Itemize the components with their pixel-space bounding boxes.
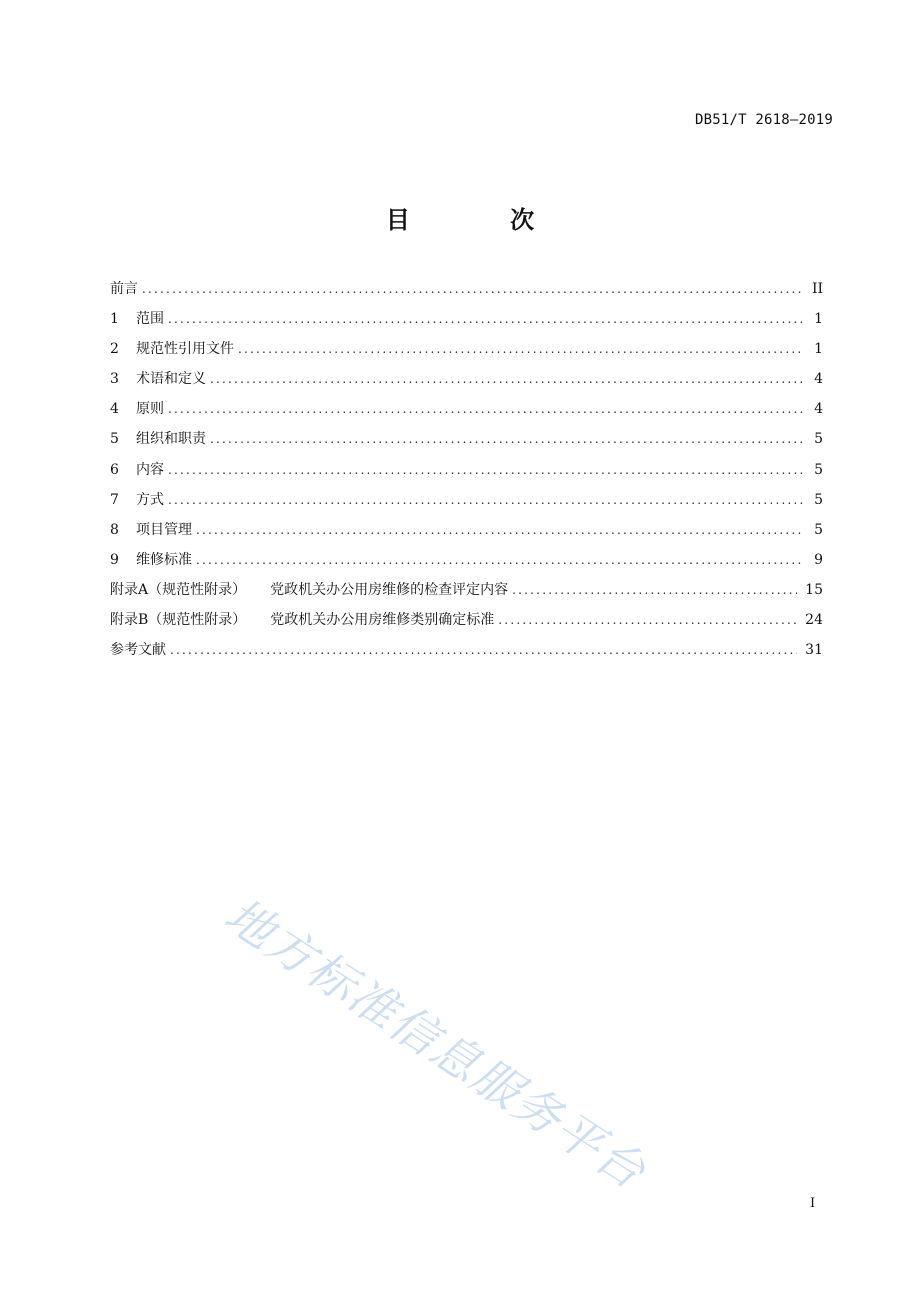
document-code: DB51/T 2618—2019: [694, 112, 833, 128]
toc-entry-number: 4: [110, 401, 119, 418]
toc-entry-label: 附录B（规范性附录）: [110, 612, 247, 629]
toc-leader-dots: [168, 398, 803, 420]
toc-leader-dots: [196, 519, 803, 541]
toc-entry-6[interactable]: [110, 459, 823, 489]
toc-entry-page: 31: [805, 642, 823, 659]
toc-entry-1[interactable]: [110, 308, 823, 338]
toc-entry-page: II: [811, 281, 823, 297]
toc-entry-7[interactable]: [110, 489, 823, 519]
toc-entry-page: 1: [814, 341, 823, 358]
toc-entry-annex-b[interactable]: [110, 609, 823, 639]
toc-entry-8[interactable]: [110, 519, 823, 549]
toc-leader-dots: [142, 278, 803, 300]
toc-leader-dots: [210, 368, 803, 390]
toc-entry-label: 方式: [136, 491, 164, 508]
toc-entry-number: 8: [110, 521, 119, 538]
toc-leader-dots: [168, 459, 803, 481]
toc-entry-page: 15: [805, 581, 823, 598]
toc-entry-2[interactable]: [110, 338, 823, 368]
toc-entry-page: 9: [814, 551, 823, 568]
toc-entry-number: 1: [110, 311, 119, 328]
toc-entry-label: 术语和定义: [136, 371, 206, 388]
toc-entry-page: 1: [814, 311, 823, 328]
watermark-text: 地方标准信息服务平台: [214, 887, 656, 1201]
toc-entry-page: 24: [805, 612, 823, 629]
toc-entry-page: 5: [814, 491, 823, 508]
toc-entry-number: 7: [110, 491, 119, 508]
toc-entry-subtitle: 党政机关办公用房维修的检查评定内容: [270, 581, 509, 598]
toc-entry-number: 6: [110, 461, 119, 478]
toc-entry-page: 4: [814, 401, 823, 418]
toc-entry-label: 前言: [110, 281, 138, 297]
toc-entry-subtitle: 党政机关办公用房维修类别确定标准: [270, 612, 495, 629]
toc-entry-foreword[interactable]: [110, 278, 823, 308]
toc-leader-dots: [498, 609, 797, 631]
toc-entry-label: 项目管理: [136, 521, 192, 538]
toc-leader-dots: [210, 428, 803, 450]
toc-entry-5[interactable]: [110, 428, 823, 458]
toc-entry-label: 原则: [136, 401, 164, 418]
toc-entry-label: 范围: [136, 311, 164, 328]
table-of-contents: [110, 278, 823, 669]
toc-entry-number: 9: [110, 551, 119, 568]
toc-leader-dots: [168, 308, 803, 330]
toc-entry-number: 3: [110, 371, 119, 388]
toc-entry-9[interactable]: [110, 549, 823, 579]
toc-leader-dots: [170, 639, 797, 661]
toc-entry-page: 5: [814, 461, 823, 478]
toc-entry-number: 5: [110, 431, 119, 448]
toc-leader-dots: [196, 549, 803, 571]
toc-entry-page: 4: [814, 371, 823, 388]
toc-leader-dots: [238, 338, 803, 360]
toc-entry-page: 5: [814, 431, 823, 448]
page-number: I: [810, 1196, 816, 1211]
toc-entry-label: 维修标准: [136, 551, 192, 568]
toc-entry-number: 2: [110, 341, 119, 358]
toc-entry-4[interactable]: [110, 398, 823, 428]
toc-entry-label: 参考文献: [110, 642, 166, 659]
toc-entry-bibliography[interactable]: [110, 639, 823, 669]
toc-entry-label: 规范性引用文件: [136, 341, 234, 358]
toc-entry-page: 5: [814, 521, 823, 538]
toc-leader-dots: [168, 489, 803, 511]
toc-entry-label: 附录A（规范性附录）: [110, 581, 247, 598]
toc-leader-dots: [512, 579, 797, 601]
toc-title: 目 次: [385, 206, 581, 234]
toc-entry-label: 内容: [136, 461, 164, 478]
toc-entry-3[interactable]: [110, 368, 823, 398]
toc-entry-annex-a[interactable]: [110, 579, 823, 609]
toc-entry-label: 组织和职责: [136, 431, 206, 448]
